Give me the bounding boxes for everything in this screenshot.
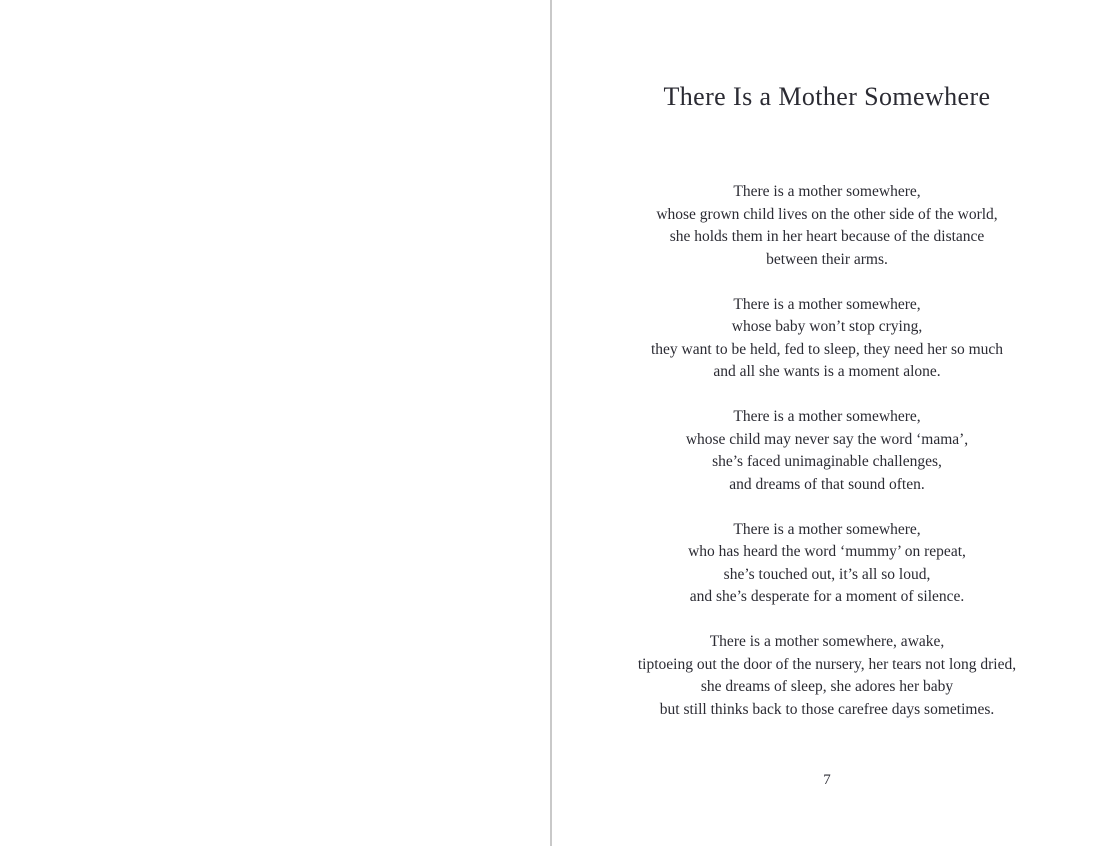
poem-line: she’s faced unimaginable challenges, (712, 453, 942, 470)
poem-line: whose child may never say the word ‘mama’, (685, 430, 969, 448)
poem-line: whose grown child lives on the other side of the world, (656, 205, 998, 223)
poem-line: and all she wants is a moment alone. (713, 363, 941, 380)
poem-line: There is a mother somewhere, (733, 295, 921, 313)
stanza (552, 406, 1102, 496)
poem-line: they want to be held, fed to sleep, they need her so much (650, 340, 1004, 358)
poem-line: but still thinks back to those carefree days sometimes. (659, 700, 995, 718)
stanza (552, 181, 1102, 271)
right-page (552, 0, 1102, 846)
poem-line: she holds them in her heart because of the distance (669, 228, 985, 245)
poem-line: she dreams of sleep, she adores her baby (700, 678, 954, 695)
left-page-blank (0, 0, 550, 846)
poem-line: There is a mother somewhere, (733, 408, 921, 425)
stanza (552, 294, 1102, 384)
poem-title: There Is a Mother Somewhere (663, 82, 991, 111)
poem-line: and she’s desperate for a moment of silence. (689, 588, 965, 605)
poem-line: There is a mother somewhere, awake, (709, 633, 945, 650)
stanza (552, 631, 1102, 721)
poem-line: There is a mother somewhere, (733, 183, 921, 200)
poem-line: There is a mother somewhere, (733, 520, 921, 538)
poem-body (552, 181, 1102, 744)
page-number: 7 (823, 772, 831, 788)
poem-line: tiptoeing out the door of the nursery, her tears not long dried, (637, 655, 1017, 673)
poem-line: whose baby won’t stop crying, (731, 318, 923, 335)
stanza (552, 519, 1102, 609)
poem-line: between their arms. (766, 250, 888, 268)
poem-line: she’s touched out, it’s all so loud, (723, 565, 931, 583)
poem-line: who has heard the word ‘mummy’ on repeat, (688, 543, 966, 560)
poem-line: and dreams of that sound often. (729, 475, 925, 493)
